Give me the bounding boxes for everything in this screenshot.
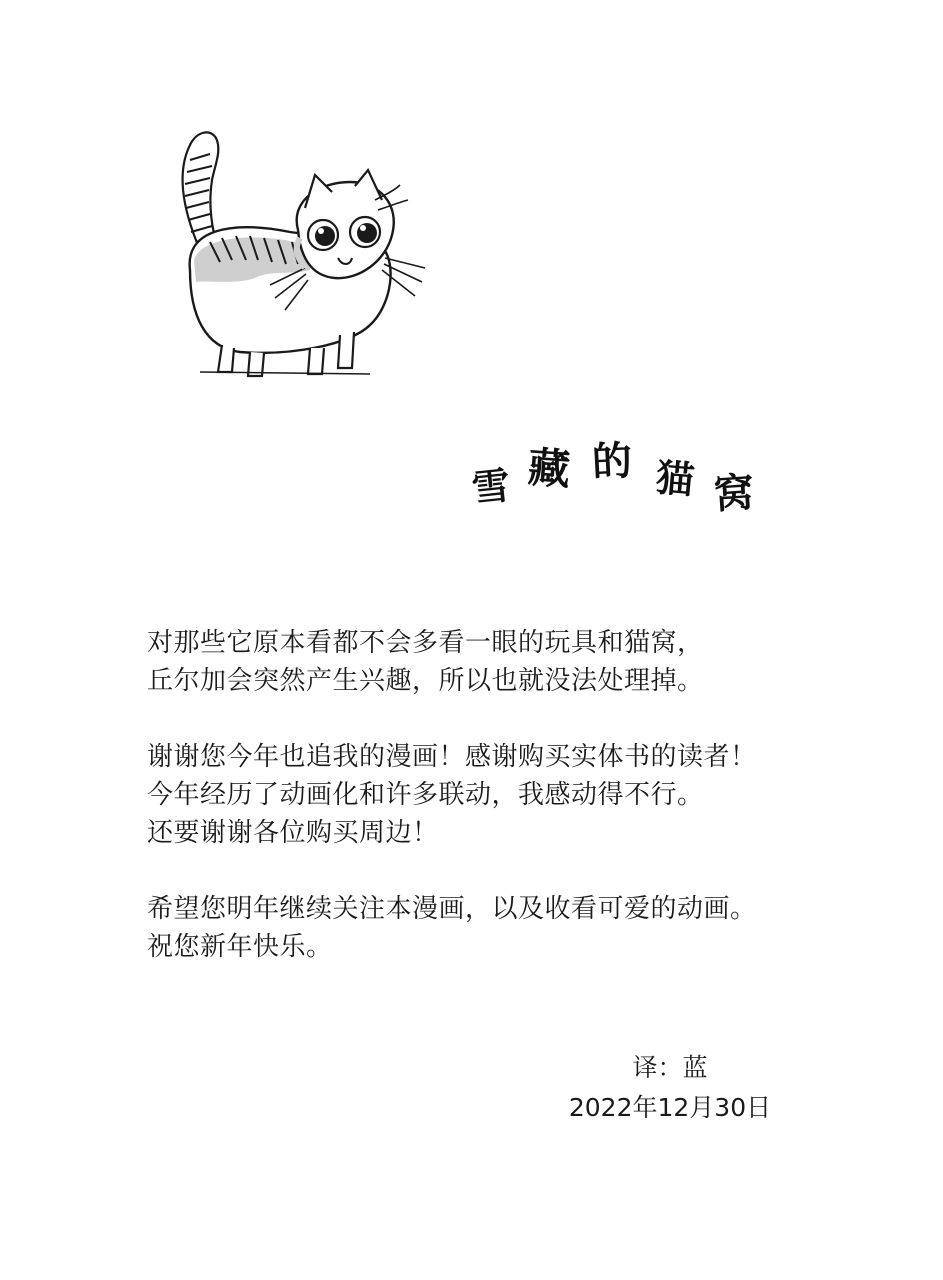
translator-credit: 译：蓝	[632, 1053, 708, 1082]
text-line: 希望您明年继续关注本漫画，以及收看可爱的动画。	[147, 894, 757, 924]
date: 2022年12月30日	[568, 1093, 772, 1122]
paragraph	[147, 624, 847, 700]
text-line: 对那些它原本看都不会多看一眼的玩具和猫窝，	[147, 628, 704, 658]
cat-icon	[160, 120, 440, 390]
signature	[540, 1048, 800, 1128]
paragraph	[147, 890, 847, 966]
text-line: 还要谢谢各位购买周边！	[147, 818, 439, 848]
text-line: 祝您新年快乐。	[147, 932, 333, 962]
text-line: 今年经历了动画化和许多联动，我感动得不行。	[147, 780, 704, 810]
afterword-body	[147, 624, 847, 1004]
title-char: 猫	[654, 454, 696, 503]
page-title	[469, 436, 790, 530]
title-char: 的	[590, 436, 634, 487]
text-line: 谢谢您今年也追我的漫画！感谢购买实体书的读者！	[147, 742, 757, 772]
title-char: 藏	[526, 442, 572, 495]
text-line: 丘尔加会突然产生兴趣，所以也就没法处理掉。	[147, 666, 704, 696]
title-char: 窝	[712, 468, 756, 519]
paragraph	[147, 738, 847, 852]
title-char: 雪	[469, 462, 513, 511]
